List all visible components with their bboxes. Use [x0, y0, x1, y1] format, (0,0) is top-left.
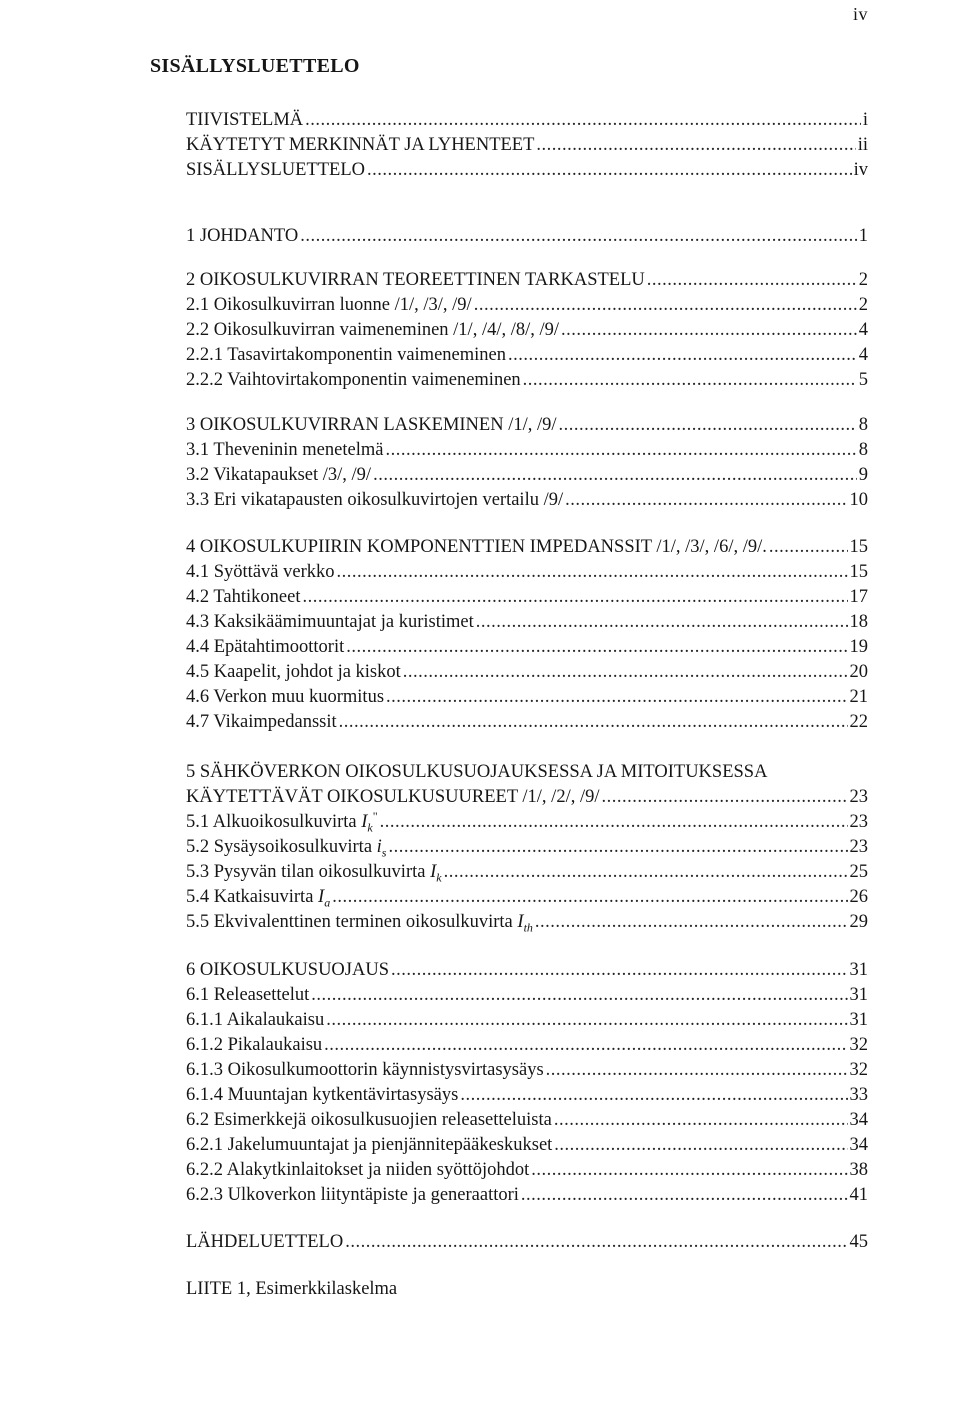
toc-dot-leader [373, 463, 857, 487]
toc-entry-title [186, 910, 533, 934]
toc-entry-title [186, 488, 563, 512]
toc-entry-title-text: 2.2 Oikosulkuvirran vaimeneminen /1/, /4/, /8/, /9/ [186, 320, 560, 340]
toc-entry-symbol-subscript: k [436, 870, 442, 885]
toc-entry-page: iv [853, 160, 868, 180]
toc-entry-page: 45 [849, 1232, 868, 1252]
toc-entry-title [186, 535, 767, 559]
toc-entry-title-text: 6.1 Releasettelut [186, 985, 310, 1005]
toc-dot-leader [769, 535, 848, 559]
toc-entry-page: 32 [849, 1035, 868, 1055]
toc-entry [186, 910, 868, 934]
toc-dot-leader [403, 660, 848, 684]
toc-entry [186, 760, 767, 784]
toc-dot-leader [531, 1158, 847, 1182]
toc-entry-title-text: 4.6 Verkon muu kuormitus [186, 687, 385, 707]
toc-entry-title-text: 4.1 Syöttävä verkko [186, 562, 335, 582]
toc-entry-page: 1 [858, 226, 868, 246]
toc-entry-title [186, 560, 335, 584]
toc-entry-page: 8 [858, 415, 868, 435]
toc-dot-leader [311, 983, 847, 1007]
toc-entry-title [186, 585, 300, 609]
toc-entry-title [186, 1230, 343, 1254]
toc-entry-title [186, 438, 383, 462]
toc-entry-symbol-superscript: " [372, 808, 378, 823]
toc-entry-title [186, 983, 309, 1007]
toc-dot-leader [565, 488, 847, 512]
toc-entry-symbol: I [318, 887, 325, 907]
toc-dot-leader [302, 585, 847, 609]
toc-dot-leader [647, 268, 857, 292]
toc-entry-title-text: 5.2 Sysäysoikosulkuvirta [186, 837, 377, 857]
toc-entry [186, 1277, 397, 1301]
toc-entry [186, 1008, 868, 1032]
toc-entry-title [186, 1158, 529, 1182]
toc-dot-leader [388, 835, 847, 859]
toc-entry [186, 343, 868, 367]
toc-entry-title-text: 4.3 Kaksikäämimuuntajat ja kuristimet [186, 612, 474, 632]
toc-dot-leader [386, 685, 847, 709]
toc-entry-page: i [862, 110, 868, 130]
toc-entry-page: 2 [858, 270, 868, 290]
toc-entry [186, 293, 868, 317]
toc-entry-title-text: 5 SÄHKÖVERKON OIKOSULKUSUOJAUKSESSA JA MITOITUKSESSA [186, 762, 768, 782]
toc-entry-title [186, 368, 521, 392]
toc-entry [186, 1158, 868, 1182]
toc-entry-title-text: 4 OIKOSULKUPIIRIN KOMPONENTTIEN IMPEDANSSIT /1/, /3/, /6/, /9/. [186, 537, 767, 557]
toc-entry-title-text: 6.1.3 Oikosulkumoottorin käynnistysvirtasysäys [186, 1060, 544, 1080]
toc-entry-title-text: 2.2.2 Vaihtovirtakomponentin vaimeneminen [186, 370, 521, 390]
toc-entry [186, 660, 868, 684]
toc-entry-title [186, 1279, 397, 1299]
toc-entry-title [186, 343, 506, 367]
toc-entry-title [186, 885, 330, 909]
toc-entry-title [186, 660, 401, 684]
toc-entry-title [186, 158, 365, 182]
toc-entry-title-text: LÄHDELUETTELO [186, 1232, 344, 1252]
toc-entry [186, 488, 868, 512]
toc-entry-page: 31 [849, 960, 868, 980]
toc-entry-page: 34 [849, 1135, 868, 1155]
toc-entry-title [186, 958, 389, 982]
toc-entry [186, 610, 868, 634]
toc-dot-leader [508, 343, 857, 367]
toc-entry-title-text: 6.2.3 Ulkoverkon liityntäpiste ja generaattori [186, 1185, 519, 1205]
toc-entry [186, 635, 868, 659]
toc-entry-page: 31 [849, 985, 868, 1005]
toc-entry-symbol-subscript: a [324, 895, 331, 910]
toc-entry-title [186, 835, 386, 859]
toc-entry-title-text: 3 OIKOSULKUVIRRAN LASKEMINEN /1/, /9/ [186, 415, 557, 435]
toc-dot-leader [391, 958, 847, 982]
toc-entry [186, 983, 868, 1007]
toc-dot-leader [345, 1230, 847, 1254]
toc-entry-page: 10 [849, 490, 868, 510]
toc-entry [186, 1083, 868, 1107]
toc-entry-page: 31 [849, 1010, 868, 1030]
toc-entry-title-text: 3.1 Theveninin menetelmä [186, 440, 384, 460]
toc-entry [186, 1033, 868, 1057]
toc-entry-page: 25 [849, 862, 868, 882]
toc-entry-title [186, 860, 442, 884]
toc-entry-title [186, 1108, 552, 1132]
toc-entry [186, 1183, 868, 1207]
toc-entry [186, 785, 868, 809]
toc-dot-leader [546, 1058, 848, 1082]
toc-entry-page: 22 [849, 712, 868, 732]
toc-entry-symbol: I [430, 862, 437, 882]
toc-entry-symbol-subscript: k [367, 820, 373, 835]
toc-entry-symbol: I [517, 912, 524, 932]
toc-dot-leader [536, 133, 855, 157]
toc-dot-leader [561, 318, 857, 342]
toc-entry [186, 535, 868, 559]
toc-entry-title [186, 710, 337, 734]
toc-entry-title [186, 635, 344, 659]
toc-entry-page: 15 [849, 562, 868, 582]
toc-entry-title-text: 3.2 Vikatapaukset /3/, /9/ [186, 465, 372, 485]
toc-entry-title-text: SISÄLLYSLUETTELO [186, 160, 366, 180]
toc-dot-leader [326, 1008, 847, 1032]
toc-entry-page: 5 [858, 370, 868, 390]
toc-dot-leader [559, 413, 857, 437]
toc-entry-symbol: I [361, 812, 368, 832]
toc-entry-page: ii [857, 135, 868, 155]
toc-dot-leader [523, 368, 857, 392]
toc-entry-title-text: 4.4 Epätahtimoottorit [186, 637, 345, 657]
toc-entry-title [186, 463, 371, 487]
toc-dot-leader [380, 810, 848, 834]
toc-entry [186, 835, 868, 859]
toc-entry-page: 32 [849, 1060, 868, 1080]
toc-entry-title-text: 5.5 Ekvivalenttinen terminen oikosulkuvirta [186, 912, 518, 932]
toc-entry-title-text: 6.2.1 Jakelumuuntajat ja pienjännitepääkeskukset [186, 1135, 553, 1155]
toc-entry-title [186, 318, 559, 342]
toc-entry [186, 108, 868, 132]
toc-entry-title [186, 1083, 458, 1107]
toc-entry [186, 1058, 868, 1082]
toc-entry-page: 29 [849, 912, 868, 932]
toc-entry-title-text: TIIVISTELMÄ [186, 110, 304, 130]
toc-dot-leader [535, 910, 848, 934]
toc-entry-page: 2 [858, 295, 868, 315]
toc-entry-title-text: 5.4 Katkaisuvirta [186, 887, 319, 907]
toc-entry-title-text: 4.5 Kaapelit, johdot ja kiskot [186, 662, 401, 682]
toc-entry-page: 19 [849, 637, 868, 657]
toc-entry [186, 958, 868, 982]
toc-entry-title-text: 5.3 Pysyvän tilan oikosulkuvirta [186, 862, 431, 882]
toc-dot-leader [346, 635, 847, 659]
toc-entry-page: 23 [849, 812, 868, 832]
toc-entry [186, 224, 868, 248]
toc-entry-title [186, 610, 474, 634]
toc-entry-title-text: 6.1.1 Aikalaukaisu [186, 1010, 325, 1030]
toc-entry [186, 860, 868, 884]
toc-entry-page: 15 [849, 537, 868, 557]
toc-entry-page: 23 [849, 787, 868, 807]
toc-entry-title [186, 1133, 552, 1157]
toc-entry [186, 158, 868, 182]
toc-dot-leader [332, 885, 847, 909]
toc-entry [186, 368, 868, 392]
toc-entry [186, 268, 868, 292]
toc-entry-symbol-subscript: th [523, 920, 533, 935]
toc-dot-leader [521, 1183, 848, 1207]
toc-entry-title-text: 5.1 Alkuoikosulkuvirta [186, 812, 362, 832]
toc-entry [186, 1230, 868, 1254]
toc-dot-leader [305, 108, 861, 132]
toc-entry [186, 685, 868, 709]
toc-entry [186, 710, 868, 734]
toc-dot-leader [339, 710, 848, 734]
toc-entry-title [186, 413, 557, 437]
toc-entry-page: 41 [849, 1185, 868, 1205]
toc-entry-title-text: 4.2 Tahtikoneet [186, 587, 301, 607]
toc-entry-title [186, 268, 645, 292]
toc-entry-symbol-subscript: s [381, 845, 387, 860]
toc-entry-page: 4 [858, 345, 868, 365]
toc-entry-page: 18 [849, 612, 868, 632]
toc-entry-page: 33 [849, 1085, 868, 1105]
toc-dot-leader [554, 1133, 847, 1157]
toc-entry-title-text: 6.2.2 Alakytkinlaitokset ja niiden syöttöjohdot [186, 1160, 530, 1180]
toc-entry-page: 23 [849, 837, 868, 857]
toc-dot-leader [554, 1108, 848, 1132]
toc-entry-title-text: 6.2 Esimerkkejä oikosulkusuojien releasetteluista [186, 1110, 552, 1130]
toc-entry-page: 21 [849, 687, 868, 707]
toc-entry-title-text: 4.7 Vikaimpedanssit [186, 712, 337, 732]
toc-entry [186, 810, 868, 834]
toc-entry-title [186, 785, 600, 809]
toc-entry-page: 34 [849, 1110, 868, 1130]
toc-entry [186, 1133, 868, 1157]
toc-dot-leader [337, 560, 848, 584]
toc-entry [186, 585, 868, 609]
toc-dot-leader [602, 785, 848, 809]
toc-entry-page: 4 [858, 320, 868, 340]
toc-entry-title-text: 2.1 Oikosulkuvirran luonne /1/, /3/, /9/ [186, 295, 472, 315]
toc-entry [186, 413, 868, 437]
toc-entry-title [186, 685, 384, 709]
toc-entry-title-text: 6 OIKOSULKUSUOJAUS [186, 960, 390, 980]
toc-entry-title-text: KÄYTETTÄVÄT OIKOSULKUSUUREET /1/, /2/, /9/ [186, 787, 600, 807]
toc-entry-title [186, 293, 472, 317]
toc-entry-title-text: 6.1.2 Pikalaukaisu [186, 1035, 323, 1055]
toc-entry-title [186, 1033, 322, 1057]
toc-dot-leader [474, 293, 857, 317]
toc-heading: SISÄLLYSLUETTELO [150, 55, 360, 77]
toc-entry-title [186, 1008, 324, 1032]
toc-entry-title [186, 224, 298, 248]
toc-entry [186, 133, 868, 157]
toc-entry [186, 318, 868, 342]
toc-entry-page: 20 [849, 662, 868, 682]
toc-entry [186, 885, 868, 909]
toc-entry-title [186, 133, 534, 157]
toc-dot-leader [460, 1083, 847, 1107]
toc-dot-leader [367, 158, 852, 182]
toc-entry-title-text: KÄYTETYT MERKINNÄT JA LYHENTEET [186, 135, 535, 155]
toc-entry [186, 438, 868, 462]
toc-entry-title-text: 6.1.4 Muuntajan kytkentävirtasysäys [186, 1085, 459, 1105]
toc-dot-leader [300, 224, 857, 248]
toc-dot-leader [385, 438, 856, 462]
toc-entry-title [186, 810, 378, 834]
toc-dot-leader [476, 610, 848, 634]
toc-entry-title [186, 1058, 544, 1082]
toc-entry-title-text: LIITE 1, Esimerkkilaskelma [186, 1279, 398, 1299]
toc-entry-symbol: i [376, 837, 382, 857]
toc-entry-title-text: 3.3 Eri vikatapausten oikosulkuvirtojen vertailu /9/ [186, 490, 564, 510]
toc-entry-title [186, 108, 303, 132]
toc-dot-leader [444, 860, 848, 884]
toc-entry-title-text: 2.2.1 Tasavirtakomponentin vaimeneminen [186, 345, 506, 365]
toc-dot-leader [324, 1033, 847, 1057]
toc-entry-page: 9 [858, 465, 868, 485]
toc-entry-title [186, 1183, 519, 1207]
toc-entry-title [186, 762, 767, 782]
toc-entry-page: 8 [858, 440, 868, 460]
page-number: iv [852, 4, 868, 24]
toc-entry-page: 26 [849, 887, 868, 907]
toc-entry-title-text: 1 JOHDANTO [186, 226, 299, 246]
toc-entry-page: 17 [849, 587, 868, 607]
toc-entry [186, 1108, 868, 1132]
toc-entry [186, 463, 868, 487]
toc-entry-title-text: 2 OIKOSULKUVIRRAN TEOREETTINEN TARKASTELU [186, 270, 645, 290]
toc-entry [186, 560, 868, 584]
toc-entry-page: 38 [849, 1160, 868, 1180]
